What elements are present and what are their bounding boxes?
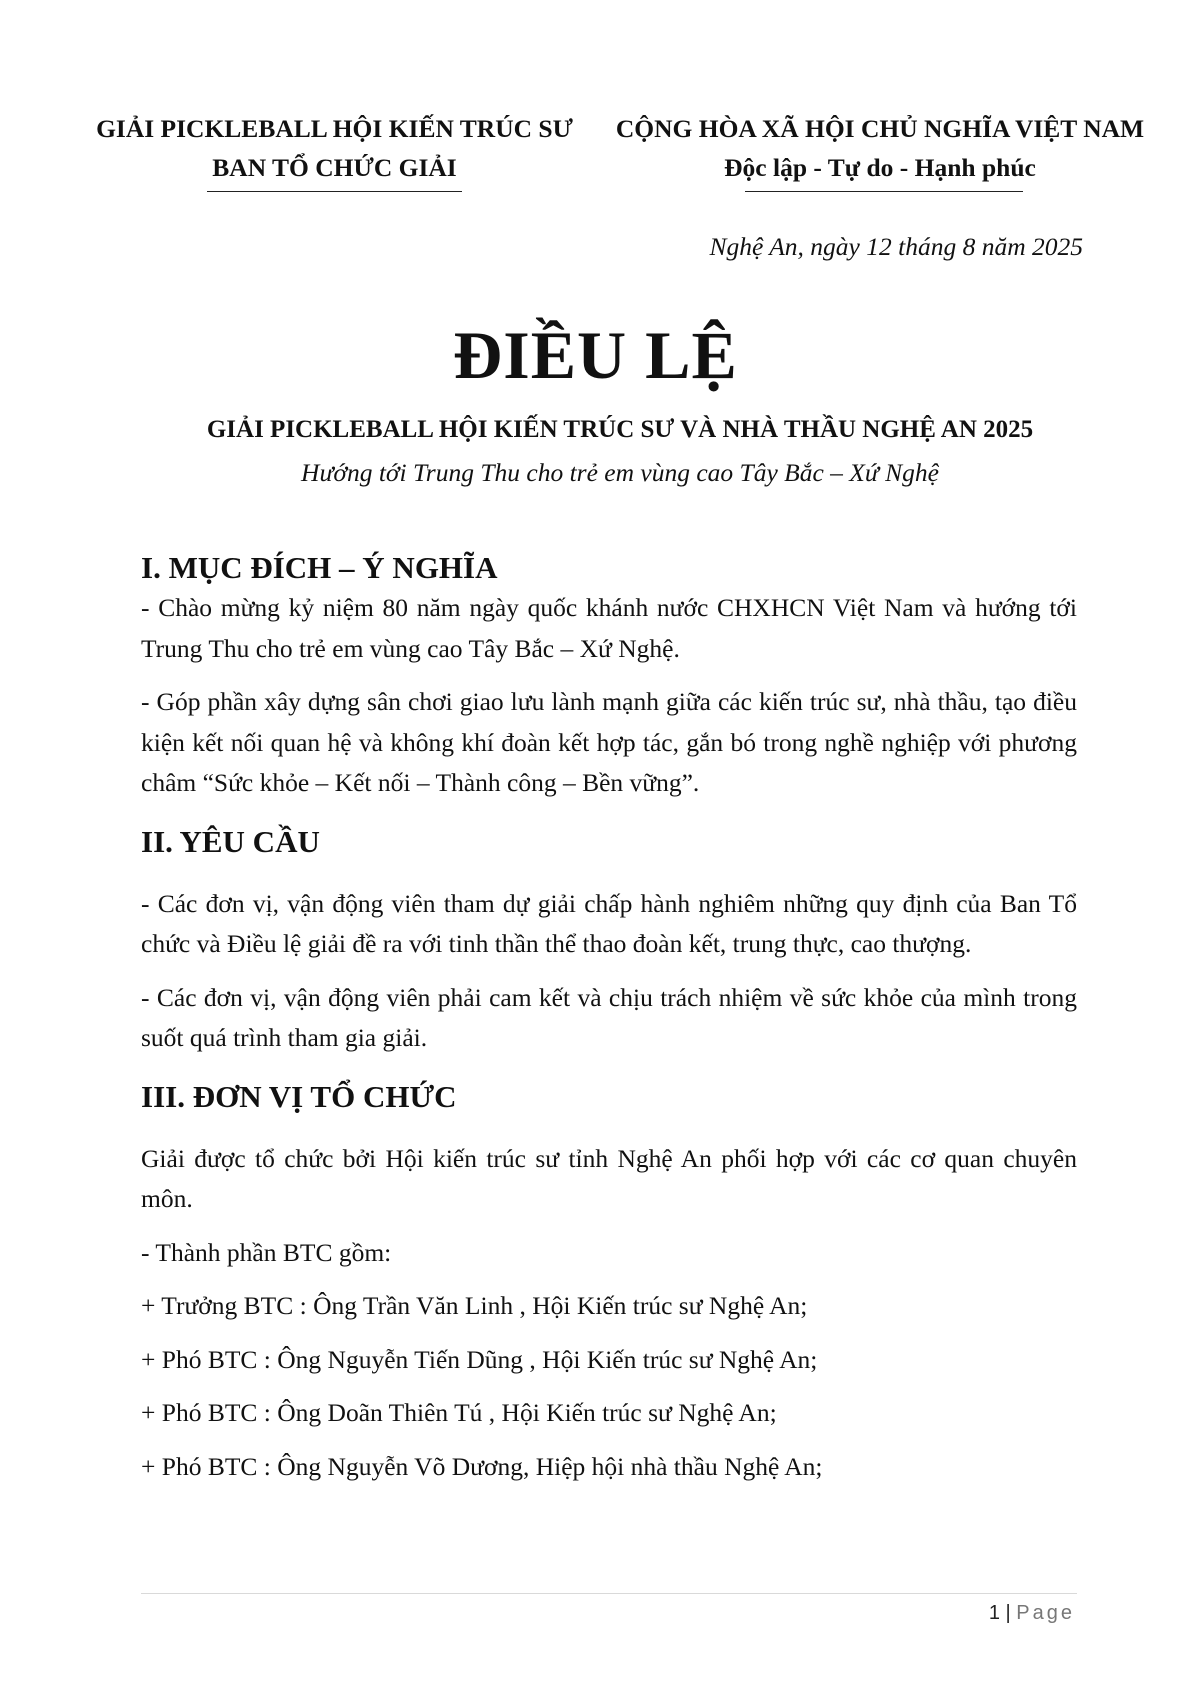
organizer-name: GIẢI PICKLEBALL HỘI KIẾN TRÚC SƯ (96, 114, 573, 143)
section-title-requirements: II. YÊU CẦU (141, 823, 320, 859)
document-slogan: Hướng tới Trung Thu cho trẻ em vùng cao Tây Bắc – Xứ Nghệ (301, 458, 939, 487)
paragraph: - Góp phần xây dựng sân chơi giao lưu lành mạnh giữa các kiến trúc sư, nhà thầu, tạo điều kiện kết nối quan hệ và không khí đoàn kết hợp tác, gắn bó trong nghề nghiệp với phương châm “Sức khỏe – Kết nối – Thành công – Bền vững”. (141, 687, 1077, 797)
national-motto: Độc lập - Tự do - Hạnh phúc (724, 153, 1036, 182)
paragraph: - Các đơn vị, vận động viên phải cam kết và chịu trách nhiệm về sức khỏe của mình trong suốt quá trình tham gia giải. (141, 982, 1077, 1052)
footer-divider (141, 1593, 1077, 1594)
page-label: Page (1016, 1602, 1075, 1624)
list-item: + Trưởng BTC : Ông Trần Văn Linh , Hội Kiến trúc sư Nghệ An; (141, 1291, 808, 1320)
list-item: + Phó BTC : Ông Nguyễn Tiến Dũng , Hội Kiến trúc sư Nghệ An; (141, 1344, 818, 1374)
page-number-separator: | (1005, 1602, 1011, 1624)
list-item: + Phó BTC : Ông Nguyễn Võ Dương, Hiệp hội nhà thầu Nghệ An; (141, 1451, 823, 1481)
national-title: CỘNG HÒA XÃ HỘI CHỦ NGHĨA VIỆT NAM (615, 114, 1145, 143)
page-number-value: 1 (988, 1602, 1000, 1624)
paragraph: - Các đơn vị, vận động viên tham dự giải chấp hành nghiêm những quy định của Ban Tổ chức và Điều lệ giải đề ra với tinh thần thể thao đoàn kết, trung thực, cao thượng. (141, 888, 1077, 958)
document-subtitle: GIẢI PICKLEBALL HỘI KIẾN TRÚC SƯ VÀ NHÀ THẦU NGHỆ AN 2025 (206, 416, 1034, 443)
list-item: + Phó BTC : Ông Doãn Thiên Tú , Hội Kiến trúc sư Nghệ An; (141, 1398, 777, 1427)
list-item: - Thành phần BTC gồm: (141, 1237, 392, 1267)
page-number (989, 1602, 1075, 1625)
header-left-underline (207, 191, 462, 192)
section-title-organizer: III. ĐƠN VỊ TỔ CHỨC (141, 1078, 457, 1114)
document-title: ĐIỀU LỆ (453, 317, 738, 393)
paragraph: Giải được tổ chức bởi Hội kiến trúc sư tỉnh Nghệ An phối hợp với các cơ quan chuyên môn. (141, 1143, 1077, 1213)
document-body (141, 548, 1077, 1487)
header-right-underline (745, 191, 1023, 192)
date-line: Nghệ An, ngày 12 tháng 8 năm 2025 (709, 232, 1083, 261)
organizer-committee: BAN TỔ CHỨC GIẢI (212, 153, 457, 182)
section-title-purpose: I. MỤC ĐÍCH – Ý NGHĨA (141, 550, 498, 585)
paragraph: - Chào mừng kỷ niệm 80 năm ngày quốc khánh nước CHXHCN Việt Nam và hướng tới Trung Thu cho trẻ em vùng cao Tây Bắc – Xứ Nghệ. (141, 593, 1077, 663)
